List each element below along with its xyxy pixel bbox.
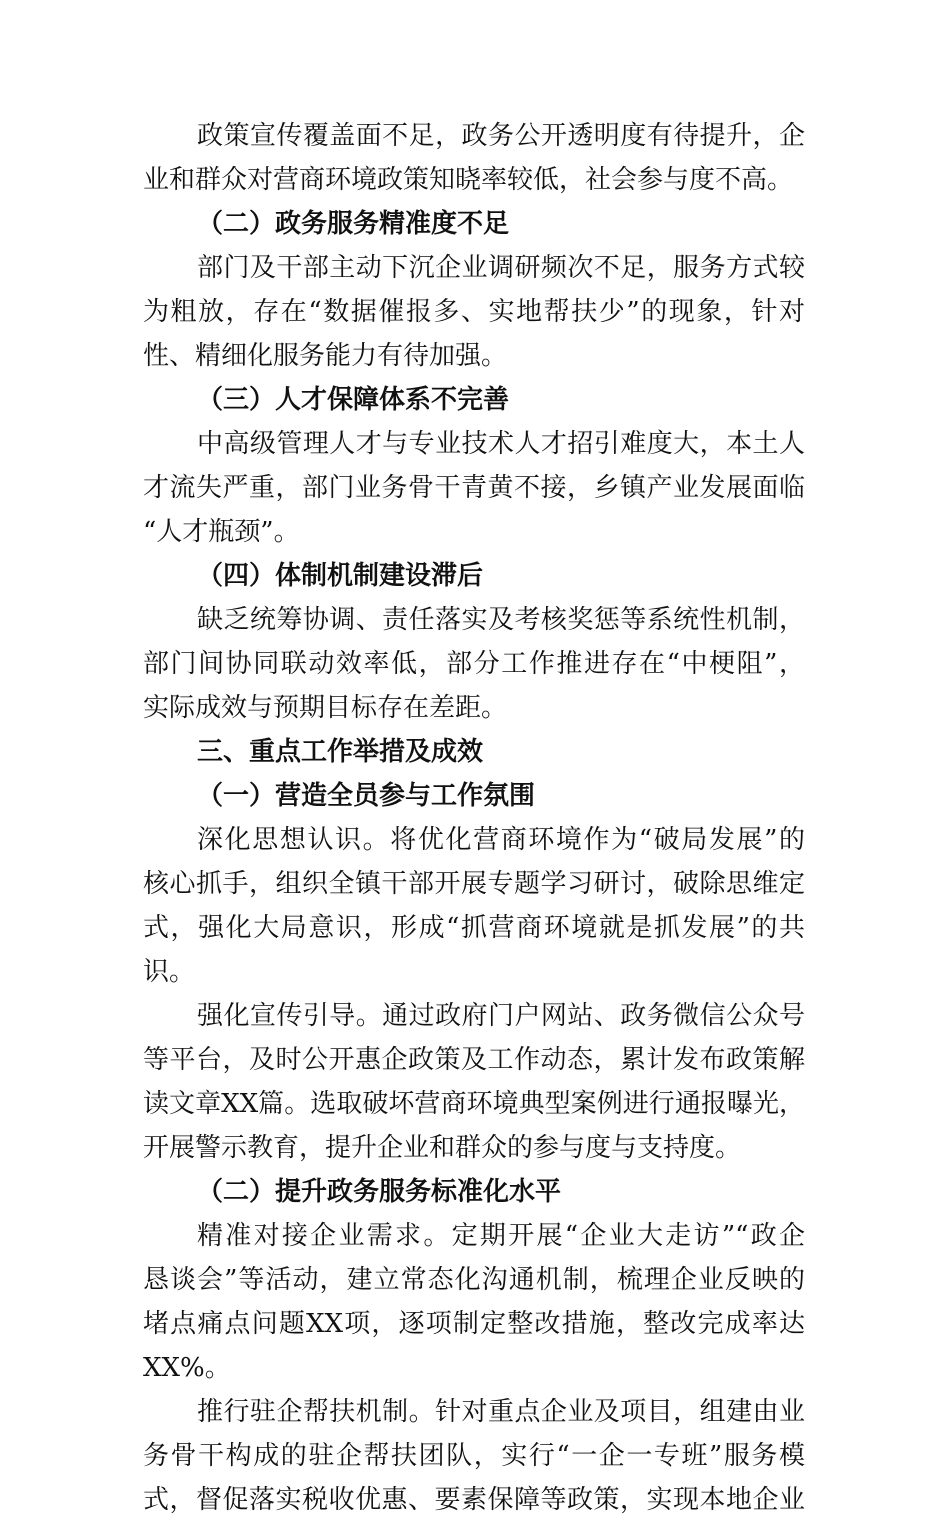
paragraph-line: 部门间协同联动效率低，部分工作推进存在“中梗阻”，: [143, 649, 805, 679]
paragraph-line: 业和群众对营商环境政策知晓率较低，社会参与度不高。: [143, 165, 794, 195]
paragraph-line: “人才瓶颈”。: [143, 517, 300, 547]
paragraph-line: 中高级管理人才与专业技术人才招引难度大，本土人: [197, 429, 805, 459]
paragraph-line: 式，督促落实税收优惠、要素保障等政策，实现本地企业: [143, 1485, 805, 1515]
paragraph-line: 堵点痛点问题XX项，逐项制定整改措施，整改完成率达: [143, 1309, 805, 1339]
paragraph-line: 核心抓手，组织全镇干部开展专题学习研讨，破除思维定: [143, 869, 805, 899]
paragraph-line: 恳谈会”等活动，建立常态化沟通机制，梳理企业反映的: [143, 1265, 805, 1295]
chapter-heading: 三、重点工作举措及成效: [197, 737, 484, 767]
section-heading: （二）提升政务服务标准化水平: [197, 1177, 562, 1207]
paragraph-line: 才流失严重，部门业务骨干青黄不接，乡镇产业发展面临: [143, 473, 805, 503]
paragraph-line: 推行驻企帮扶机制。针对重点企业及项目，组建由业: [197, 1397, 805, 1427]
paragraph-line: 性、精细化服务能力有待加强。: [143, 341, 508, 371]
paragraph-line: 深化思想认识。将优化营商环境作为“破局发展”的: [197, 825, 805, 855]
paragraph-line: 读文章XX篇。选取破坏营商环境典型案例进行通报曝光，: [143, 1089, 805, 1119]
paragraph-line: XX%。: [143, 1353, 231, 1383]
paragraph-line: 实际成效与预期目标存在差距。: [143, 693, 508, 723]
section-heading: （二）政务服务精准度不足: [197, 209, 510, 239]
document-body: [143, 114, 805, 1522]
section-heading: （三）人才保障体系不完善: [197, 385, 510, 415]
paragraph-line: 部门及干部主动下沉企业调研频次不足，服务方式较: [197, 253, 805, 283]
paragraph-line: 识。: [143, 957, 196, 987]
section-heading: （一）营造全员参与工作氛围: [197, 781, 536, 811]
paragraph-line: 精准对接企业需求。定期开展“企业大走访”“政企: [197, 1221, 805, 1251]
paragraph-line: 式，强化大局意识，形成“抓营商环境就是抓发展”的共: [143, 913, 805, 943]
paragraph-line: 强化宣传引导。通过政府门户网站、政务微信公众号: [197, 1001, 805, 1031]
paragraph-line: 务骨干构成的驻企帮扶团队，实行“一企一专班”服务模: [143, 1441, 805, 1471]
paragraph-line: 为粗放，存在“数据催报多、实地帮扶少”的现象，针对: [143, 297, 805, 327]
paragraph-line: 政策宣传覆盖面不足，政务公开透明度有待提升，企: [197, 121, 805, 151]
paragraph-line: 缺乏统筹协调、责任落实及考核奖惩等系统性机制，: [197, 605, 805, 635]
paragraph-line: 等平台，及时公开惠企政策及工作动态，累计发布政策解: [143, 1045, 805, 1075]
section-heading: （四）体制机制建设滞后: [197, 561, 484, 591]
paragraph-line: 开展警示教育，提升企业和群众的参与度与支持度。: [143, 1133, 742, 1163]
